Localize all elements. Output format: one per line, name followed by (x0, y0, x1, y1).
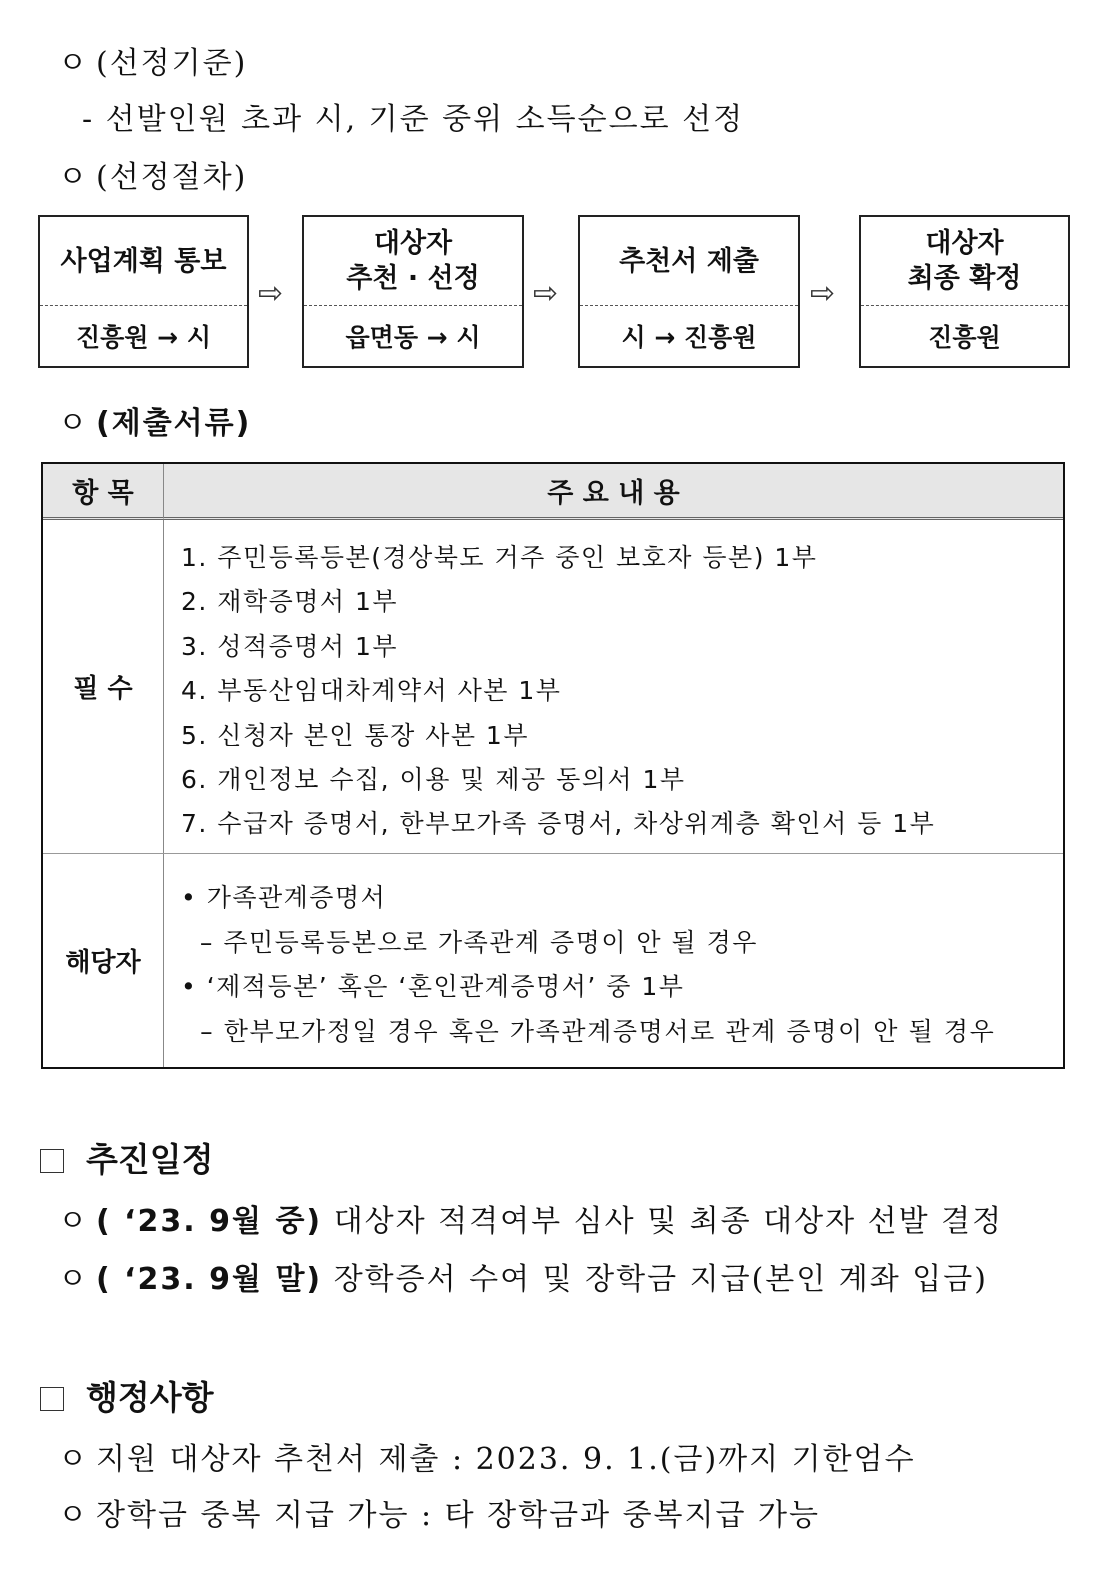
bullet-icon: ㅇ (58, 406, 89, 441)
applicable-label: 해당자 (65, 947, 141, 978)
required-item-6: 6. 개인정보 수집, 이용 및 제공 동의서 1부 (181, 765, 686, 794)
bullet-icon: ㅇ (58, 160, 89, 195)
bullet-icon: ㅇ (58, 1498, 89, 1533)
schedule-item-1 (58, 1196, 1003, 1240)
schedule-item-2 (58, 1254, 988, 1298)
admin-item-1 (58, 1434, 916, 1478)
required-item-5: 5. 신청자 본인 통장 사본 1부 (181, 721, 529, 750)
column-divider (163, 520, 164, 1067)
required-item-3: 3. 성적증명서 1부 (181, 632, 399, 661)
applicable-item-2: – 주민등록등본으로 가족관계 증명이 안 될 경우 (181, 928, 758, 957)
arrow-right-icon: ⇨ (533, 276, 559, 311)
bullet-icon: ㅇ (58, 1442, 89, 1477)
procedure-heading-line (58, 152, 247, 196)
required-item-1: 1. 주민등록등본(경상북도 거주 중인 보호자 등본) 1부 (181, 543, 818, 572)
criteria-detail: - 선발인원 초과 시, 기준 중위 소득순으로 선정 (82, 102, 745, 137)
flow-step-actor: 시 → 진흥원 (621, 323, 757, 352)
flow-step-title: 대상자 최종 확정 (861, 217, 1068, 306)
schedule-date: ( ‘23. 9월 중) (96, 1204, 323, 1239)
applicable-item-4: – 한부모가정일 경우 혹은 가족관계증명서로 관계 증명이 안 될 경우 (181, 1017, 996, 1046)
bullet-icon: ㅇ (58, 1262, 89, 1297)
admin-text: 지원 대상자 추천서 제출 : 2023. 9. 1.(금)까지 기한엄수 (96, 1442, 916, 1477)
required-label: 필 수 (73, 674, 133, 704)
admin-item-2 (58, 1490, 820, 1534)
applicable-item-1: • 가족관계증명서 (181, 883, 387, 912)
procedure-heading: (선정절차) (96, 160, 248, 195)
criteria-heading: (선정기준) (96, 46, 248, 81)
flow-step-3 (578, 215, 800, 368)
flow-step-actor: 읍면동 → 시 (345, 323, 481, 352)
schedule-date: ( ‘23. 9월 말) (96, 1262, 323, 1297)
bullet-icon: ㅇ (58, 46, 89, 81)
flow-step-1 (38, 215, 249, 368)
flow-step-4 (859, 215, 1070, 368)
admin-text: 장학금 중복 지급 가능 : 타 장학금과 중복지급 가능 (96, 1498, 820, 1533)
criteria-heading-line (58, 38, 247, 82)
flow-step-title: 대상자 추천 · 선정 (304, 217, 522, 306)
documents-heading-line (58, 398, 251, 442)
schedule-section-title: 추진일정 (40, 1134, 214, 1181)
table-header-content: 주 요 내 용 (163, 464, 1063, 520)
arrow-right-icon: ⇨ (258, 276, 284, 311)
documents-heading: (제출서류) (96, 406, 252, 441)
applicable-item-3: • ‘제적등본’ 혹은 ‘혼인관계증명서’ 중 1부 (181, 972, 685, 1001)
flow-step-actor: 진흥원 (928, 323, 1001, 352)
schedule-text: 대상자 적격여부 심사 및 최종 대상자 선발 결정 (333, 1204, 1004, 1239)
flow-step-2 (302, 215, 524, 368)
flow-step-title: 추천서 제출 (580, 217, 798, 306)
flow-step-title: 사업계획 통보 (40, 217, 247, 306)
bullet-icon: ㅇ (58, 1204, 89, 1239)
checkbox-square-icon (40, 1149, 64, 1173)
required-item-7: 7. 수급자 증명서, 한부모가족 증명서, 차상위계층 확인서 등 1부 (181, 809, 936, 838)
schedule-text: 장학증서 수여 및 장학금 지급(본인 계좌 입금) (333, 1262, 988, 1297)
flow-step-actor: 진흥원 → 시 (76, 323, 211, 352)
required-item-4: 4. 부동산임대차계약서 사본 1부 (181, 676, 562, 705)
required-item-2: 2. 재학증명서 1부 (181, 587, 399, 616)
table-header-item: 항 목 (43, 464, 163, 520)
documents-table (41, 462, 1065, 1069)
checkbox-square-icon (40, 1387, 64, 1411)
arrow-right-icon: ⇨ (810, 276, 836, 311)
admin-section-title: 행정사항 (40, 1372, 214, 1419)
row-divider (43, 853, 1063, 854)
